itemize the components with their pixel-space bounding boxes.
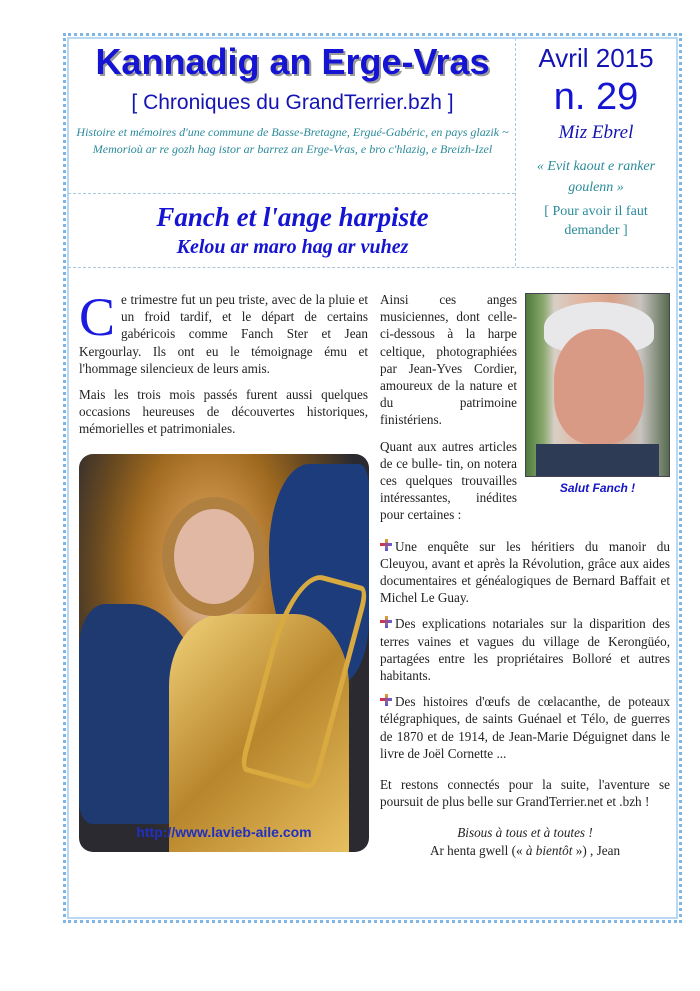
paragraph-1: e trimestre fut un peu triste, avec de la pluie et un froid tardif, et le départ de certains gabéricois comme Fanch Ster et Jean Kergourlay. Ils ont eu le témoignage ému et l'hommage silencieux de leurs amis.	[79, 292, 368, 376]
headline-subtitle: Kelou ar maro hag ar vuhez	[176, 236, 409, 258]
signature	[380, 824, 670, 860]
article-column-right	[380, 291, 670, 860]
month-breton: Miz Ebrel	[558, 122, 634, 143]
bullet-item: Une enquête sur les héritiers du manoir du Cleuyou, avant et après la Révolution, grâce aux aides documentaires et généalogiques de Bernard Baffait et Michel Le Guay.	[380, 538, 670, 606]
bullet-cross-icon	[380, 694, 392, 706]
newsletter-title: Kannadig an Erge-Vras	[95, 41, 490, 82]
paragraph-4-start: Quant aux autres articles de ce bulle-	[380, 438, 517, 471]
paragraph-3: Ainsi ces anges musiciennes, dont celle-ci-dessous à la harpe celtique, photographiées par Jean-Yves Cordier, amoureux de la nature et du patrimoine finistériens.	[380, 292, 517, 428]
headline-divider	[68, 267, 674, 268]
sign-line-2: Ar henta gwell (« à bientôt ») , Jean	[429, 843, 621, 859]
angel-harpist-photo	[79, 454, 369, 852]
bullet-item: Des histoires d'œufs de cœlacanthe, de poteaux télégraphiques, de saints Guénael et Télo, de guerres de 1870 et de 1914, de Jean-Marie Déguignet dans le livre de Joël Cornette ...	[380, 694, 670, 761]
photo-caption: Salut Fanch !	[559, 481, 636, 495]
headline-title: Fanch et l'ange harpiste	[156, 202, 429, 232]
paragraph-4-rest: tin, on notera ces quelques trouvailles intéressantes, inédites pour certaines :	[380, 455, 517, 523]
article-column-left	[79, 287, 368, 852]
bullet-item: Des explications notariales sur la disparition des terres vaines et vagues du village de Kerongüéo, partagées entre les propriétaires Bolloré et autres habitants.	[380, 616, 670, 684]
headline	[70, 200, 515, 260]
issue-sidebar	[516, 42, 676, 240]
paragraph-5: Et restons connectés pour la suite, l'aventure se poursuit de plus belle sur GrandTerrier.net et .bzh !	[380, 777, 670, 810]
bullet-cross-icon	[380, 616, 392, 628]
portrait-photo	[525, 293, 670, 477]
newsletter-tagline: Histoire et mémoires d'une commune de Basse-Bretagne, Ergué-Gabéric, en pays glazik ~ Memorioù ar re gozh hag istor ar barrez an Erge-Vras, e bro c'hlazig, e Breizh-Izel	[76, 125, 509, 156]
photo-source-url[interactable]: http://www.lavieb-aile.com	[136, 824, 312, 841]
newsletter-subtitle: [ Chroniques du GrandTerrier.bzh ]	[131, 91, 454, 114]
proverb: « Evit kaout e ranker goulenn »	[536, 159, 656, 195]
sign-line-1: Bisous à tous et à toutes !	[457, 825, 593, 841]
issue-number: n. 29	[553, 76, 639, 118]
drop-cap: C	[79, 287, 116, 347]
portrait-figure	[525, 293, 670, 496]
proverb-translation: [ Pour avoir il faut demander ]	[544, 204, 648, 238]
header-divider	[68, 193, 515, 194]
masthead	[70, 40, 515, 158]
bullet-cross-icon	[380, 539, 392, 551]
issue-date: Avril 2015	[538, 43, 654, 73]
paragraph-2: Mais les trois mois passés furent aussi quelques occasions heureuses de découvertes historiques, mémorielles et patrimoniales.	[79, 387, 368, 437]
